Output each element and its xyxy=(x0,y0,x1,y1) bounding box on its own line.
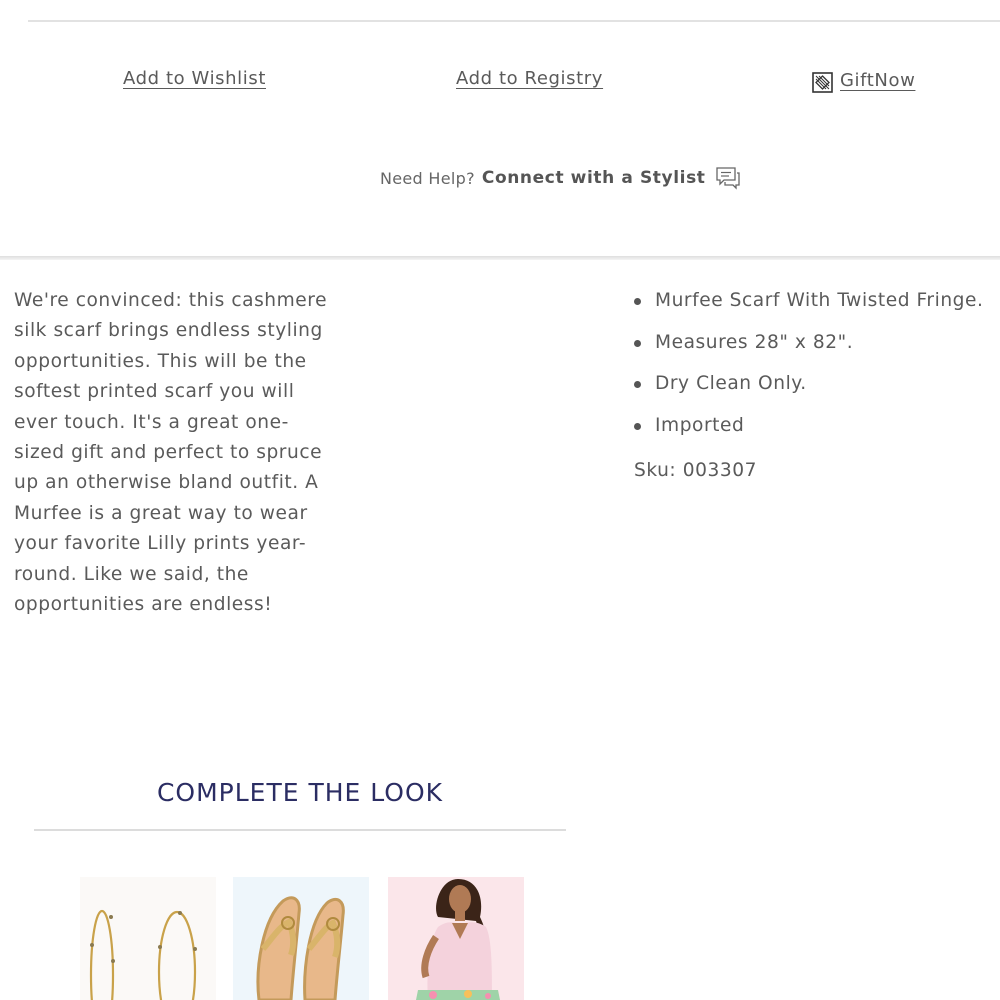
giftnow-group[interactable] xyxy=(812,68,915,93)
stylist-help-row xyxy=(380,165,741,191)
need-help-label: Need Help? xyxy=(380,168,475,188)
add-to-registry-link[interactable]: Add to Registry xyxy=(456,68,604,89)
chat-bubble-icon[interactable] xyxy=(715,165,741,191)
feature-item: Murfee Scarf With Twisted Fringe. xyxy=(634,284,983,326)
giftnow-link[interactable]: GiftNow xyxy=(840,70,916,91)
add-to-wishlist-link[interactable]: Add to Wishlist xyxy=(123,68,266,89)
gold-sandals-image xyxy=(233,877,369,1000)
feature-item: Imported xyxy=(634,409,983,451)
product-sku: Sku: 003307 xyxy=(634,460,757,481)
top-divider xyxy=(28,20,1000,22)
product-tile-earrings[interactable] xyxy=(80,877,216,1000)
complete-the-look-divider xyxy=(34,829,566,831)
product-tile-tee[interactable] xyxy=(388,877,524,1000)
connect-stylist-link[interactable]: Connect with a Stylist xyxy=(481,168,706,188)
feature-item: Dry Clean Only. xyxy=(634,367,983,409)
hoop-earrings-image xyxy=(80,877,216,1000)
section-divider xyxy=(0,256,1000,260)
feature-item: Measures 28" x 82". xyxy=(634,326,983,368)
pink-tee-model-image xyxy=(388,877,524,1000)
product-features-list xyxy=(634,284,983,450)
giftnow-icon xyxy=(812,72,833,93)
product-description: We're convinced: this cashmere silk scarf brings endless styling opportunities. This will be the softest printed scarf you will ever touch. It's a great one-sized gift and perfect to spruce up an otherwise bland outfit. A Murfee is a great way to wear your favorite Lilly prints year-round. Like we said, the opportunities are endless! xyxy=(14,290,328,616)
product-tile-sandals[interactable] xyxy=(233,877,369,1000)
complete-the-look-heading: COMPLETE THE LOOK xyxy=(156,778,444,807)
